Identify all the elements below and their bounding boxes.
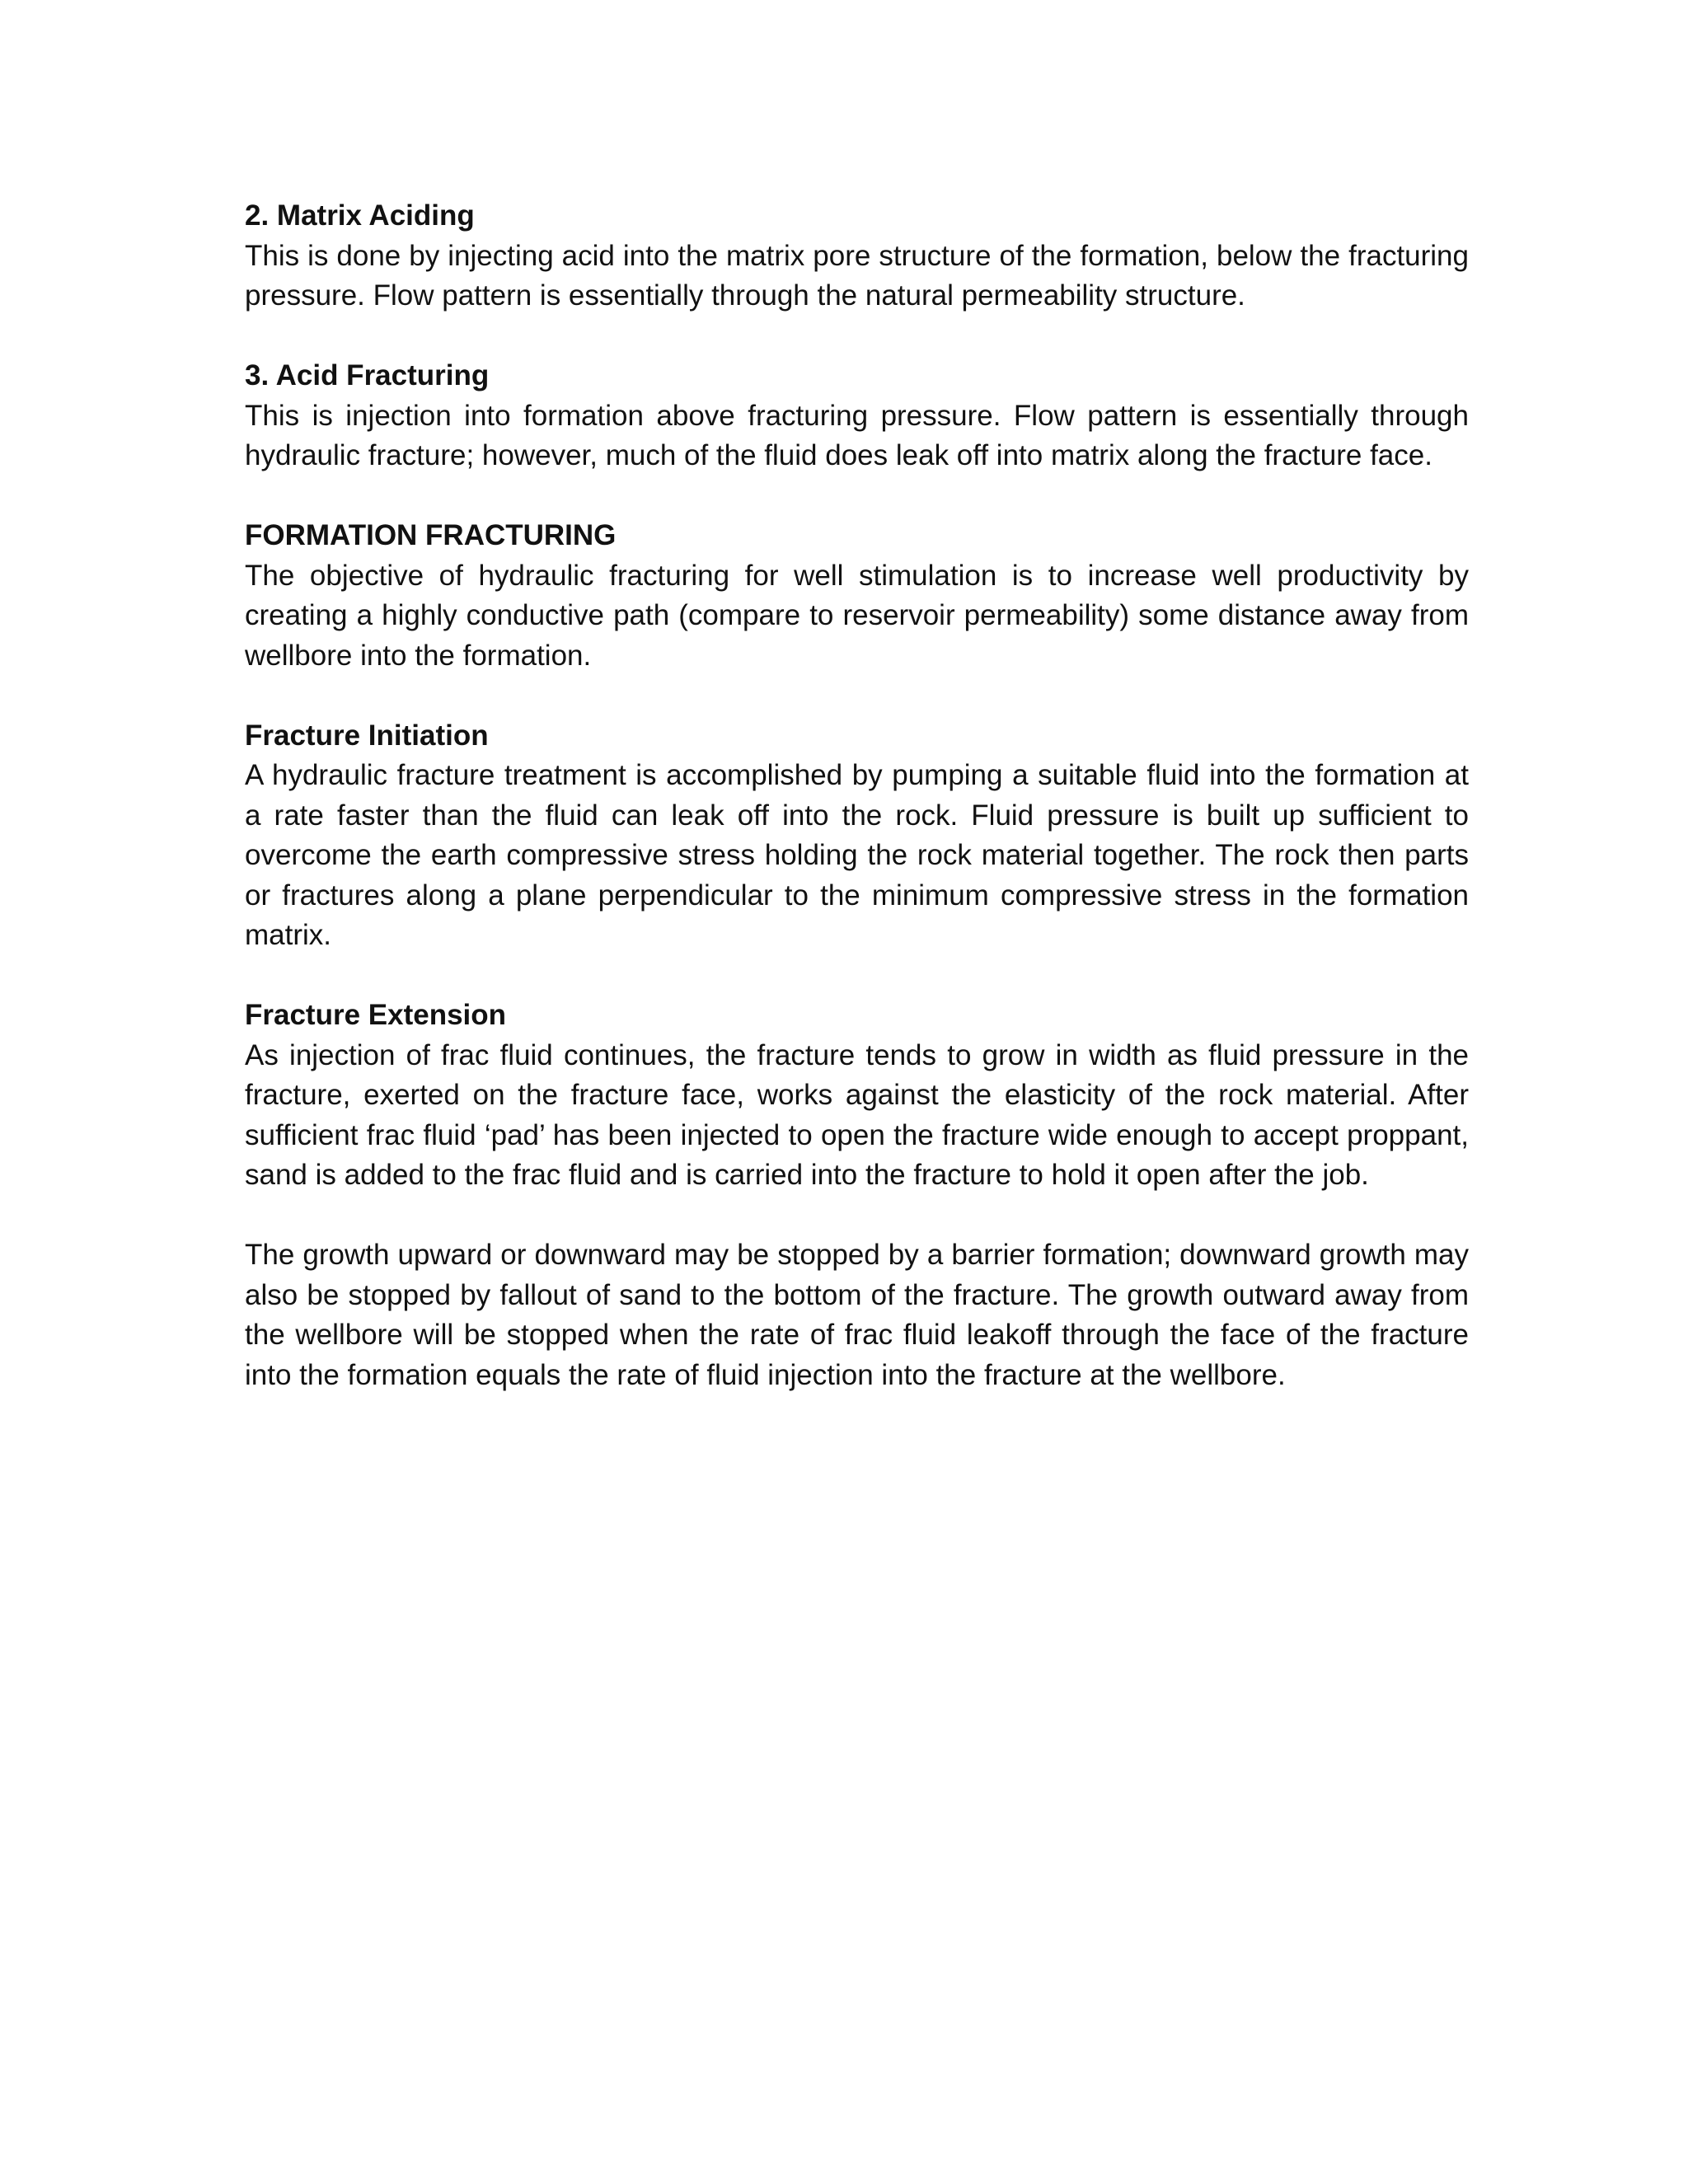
section-heading: 2. Matrix Aciding (245, 199, 475, 232)
section-acid-fracturing (245, 356, 1469, 476)
section-fracture-initiation (245, 716, 1469, 956)
section-fracture-extension (245, 996, 1469, 1196)
section-heading: Fracture Extension (245, 999, 507, 1031)
section-matrix-aciding (245, 196, 1469, 316)
document-body (245, 196, 1469, 1436)
section-paragraph: A hydraulic fracture treatment is accomplished by pumping a suitable fluid into the formation at a rate faster than the fluid can leak off into the rock. Fluid pressure is built up sufficient to overcome the earth compressive stress holding the rock material together. The rock then parts or fractures along a plane perpendicular to the minimum compressive stress in the formation matrix. (245, 759, 1469, 951)
section-paragraph: This is injection into formation above fracturing pressure. Flow pattern is essentially through hydraulic fracture; however, much of the fluid does leak off into matrix along the fracture face. (245, 399, 1469, 471)
section-heading: 3. Acid Fracturing (245, 359, 490, 391)
section-heading: Fracture Initiation (245, 719, 489, 752)
section-heading: FORMATION FRACTURING (245, 519, 617, 551)
section-fracture-growth (245, 1235, 1469, 1395)
section-paragraph: The growth upward or downward may be stopped by a barrier formation; downward growth may also be stopped by fallout of sand to the bottom of the fracture. The growth outward away from the wellbore will be stopped when the rate of frac fluid leakoff through the face of the fracture into the formation equals the rate of fluid injection into the fracture at the wellbore. (245, 1239, 1469, 1391)
section-formation-fracturing (245, 516, 1469, 676)
section-paragraph: As injection of frac fluid continues, the fracture tends to grow in width as fluid pressure in the fracture, exerted on the fracture face, works against the elasticity of the rock material. After sufficient frac fluid ‘pad’ has been injected to open the fracture wide enough to accept proppant, sand is added to the frac fluid and is carried into the fracture to hold it open after the job. (245, 1038, 1469, 1191)
section-paragraph: This is done by injecting acid into the matrix pore structure of the formation, below the fracturing pressure. Flow pattern is essentially through the natural permeability structure. (245, 239, 1469, 312)
section-paragraph: The objective of hydraulic fracturing for well stimulation is to increase well productivity by creating a highly conductive path (compare to reservoir permeability) some distance away from wellbore into the formation. (245, 559, 1469, 672)
